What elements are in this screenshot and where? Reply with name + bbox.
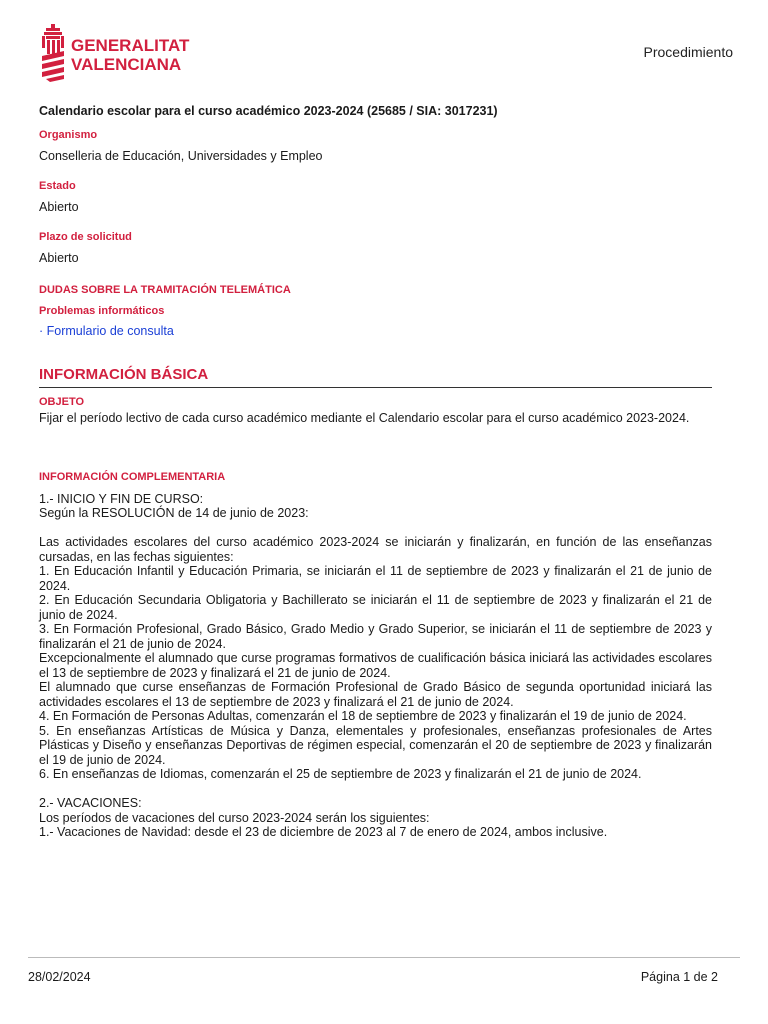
generalitat-valenciana-logo	[40, 24, 202, 86]
organismo-value: Conselleria de Educación, Universidades y Empleo	[39, 149, 323, 163]
estado-value: Abierto	[39, 200, 79, 214]
document-type-label: Procedimiento	[643, 44, 733, 60]
objeto-text: Fijar el período lectivo de cada curso académico mediante el Calendario escolar para el curso académico 2023-2024.	[39, 411, 690, 425]
formulario-consulta-link[interactable]: · Formulario de consulta	[39, 324, 174, 338]
plazo-value: Abierto	[39, 251, 79, 265]
plazo-label: Plazo de solicitud	[39, 231, 132, 243]
estado-label: Estado	[39, 180, 76, 192]
svg-text:VALENCIANA: VALENCIANA	[71, 55, 182, 74]
page-number: Página 1 de 2	[640, 970, 718, 984]
objeto-label: OBJETO	[39, 396, 85, 408]
dudas-heading: DUDAS SOBRE LA TRAMITACIÓN TELEMÁTICA	[39, 284, 291, 296]
procedure-content	[39, 104, 712, 840]
informacion-complementaria-text: 1.- INICIO Y FIN DE CURSO: Según la RESOLUCIÓN de 14 de junio de 2023: Las actividades escolares del curso académico 2023-2024 se iniciarán y finalizarán, en función de las enseñanzas cursadas, en las fechas siguientes: 1. En Educación Infantil y Educación Primaria, se iniciarán el 11 de septiembre de 2023 y finalizarán el 21 de junio de 2024. 2. En Educación Secundaria Obligatoria y Bachillerato se iniciarán el 11 de septiembre de 2023 y finalizarán el 21 de junio de 2024. 3. En Formación Profesional, Grado Básico, Grado Medio y Grado Superior, se iniciarán el 11 de septiembre de 2023 y finalizarán el 21 de junio de 2024. Excepcionalmente el alumnado que curse programas formativos de cualificación básica iniciará las actividades escolares el 13 de septiembre de 2023 y finalizará el 21 de junio de 2024. El alumnado que curse enseñanzas de Formación Profesional de Grado Básico de segunda oportunidad iniciará las actividades escolares el 13 de septiembre de 2023 y finalizará el 21 de junio de 2024. 4. En Formación de Personas Adultas, comenzarán el 18 de septiembre de 2023 y finalizarán el 19 de junio de 2024. 5. En enseñanzas Artísticas de Música y Danza, elementales y profesionales, enseñanzas profesionales de Artes Plásticas y Diseño y enseñanzas Deportivas de régimen especial, comenzarán el 20 de septiembre de 2023 y finalizarán el 19 de junio de 2024. 6. En enseñanzas de Idiomas, comenzarán el 25 de septiembre de 2023 y finalizarán el 21 de junio de 2024. 2.- VACACIONES: Los períodos de vacaciones del curso 2023-2024 serán los siguientes: 1.- Vacaciones de Navidad: desde el 23 de diciembre de 2023 al 7 de enero de 2024, ambos inclusive.	[39, 491, 712, 839]
problemas-informaticos-label: Problemas informáticos	[39, 305, 165, 317]
organismo-label: Organismo	[39, 129, 98, 141]
svg-text:GENERALITAT: GENERALITAT	[71, 36, 190, 55]
coat-of-arms-icon	[40, 24, 202, 86]
footer-date: 28/02/2024	[28, 970, 91, 984]
footer-divider	[28, 957, 740, 958]
informacion-basica-heading: INFORMACIÓN BÁSICA	[39, 366, 712, 388]
informacion-complementaria-label: INFORMACIÓN COMPLEMENTARIA	[39, 470, 226, 483]
procedure-title: Calendario escolar para el curso académico 2023-2024 (25685 / SIA: 3017231)	[39, 104, 498, 118]
